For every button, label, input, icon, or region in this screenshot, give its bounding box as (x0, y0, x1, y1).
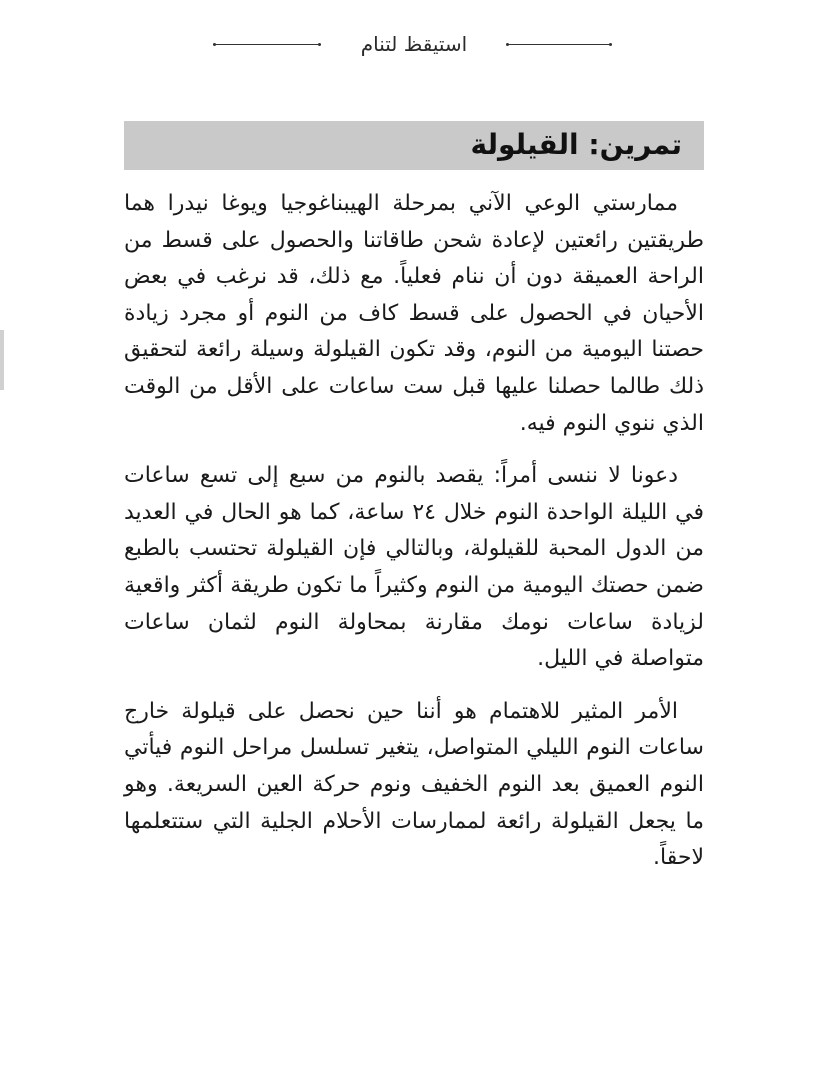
page-edge-shadow (0, 330, 4, 390)
paragraph: ممارستي الوعي الآني بمرحلة الهيبناغوجيا ويوغا نيدرا هما طريقتين رائعتين لإعادة شحن طاقاتنا والحصول على قسط من الراحة العميقة دون أن ننام فعلياً. مع ذلك، قد نرغب في بعض الأحيان في الحصول على قسط كاف من النوم أو مجرد زيادة حصتنا اليومية من النوم، وقد تكون القيلولة وسيلة رائعة لتحقيق ذلك طالما حصلنا عليها قبل ست ساعات على الأقل من الوقت الذي ننوي النوم فيه. (124, 191, 704, 436)
paragraph: دعونا لا ننسى أمراً: يقصد بالنوم من سبع إلى تسع ساعات في الليلة الواحدة النوم خلال ٢٤ ساعة، كما هو الحال في العديد من الدول المحبة للقيلولة، وبالتالي فإن القيلولة تحتسب بالطبع ضمن حصتك اليومية من النوم وكثيراً ما تكون طريقة أكثر واقعية لزيادة ساعات نومك مقارنة بمحاولة النوم لثمان ساعات متواصلة في الليل. (124, 463, 704, 672)
running-header (0, 22, 828, 62)
section-heading-bar (124, 121, 704, 170)
section-title: تمرين: القيلولة (470, 128, 682, 161)
paragraph: الأمر المثير للاهتمام هو أننا حين نحصل على قيلولة خارج ساعات النوم الليلي المتواصل، يتغير تسلسل مراحل النوم فيأتي النوم العميق بعد النوم الخفيف ونوم حركة العين السريعة. وهو ما يجعل القيلولة رائعة لممارسات الأحلام الجلية التي ستتعلمها لاحقاً. (124, 698, 704, 871)
header-rule-right (507, 44, 611, 45)
book-title: استيقظ لتنام (360, 32, 468, 56)
body-text (124, 186, 704, 893)
header-rule-left (214, 44, 320, 45)
